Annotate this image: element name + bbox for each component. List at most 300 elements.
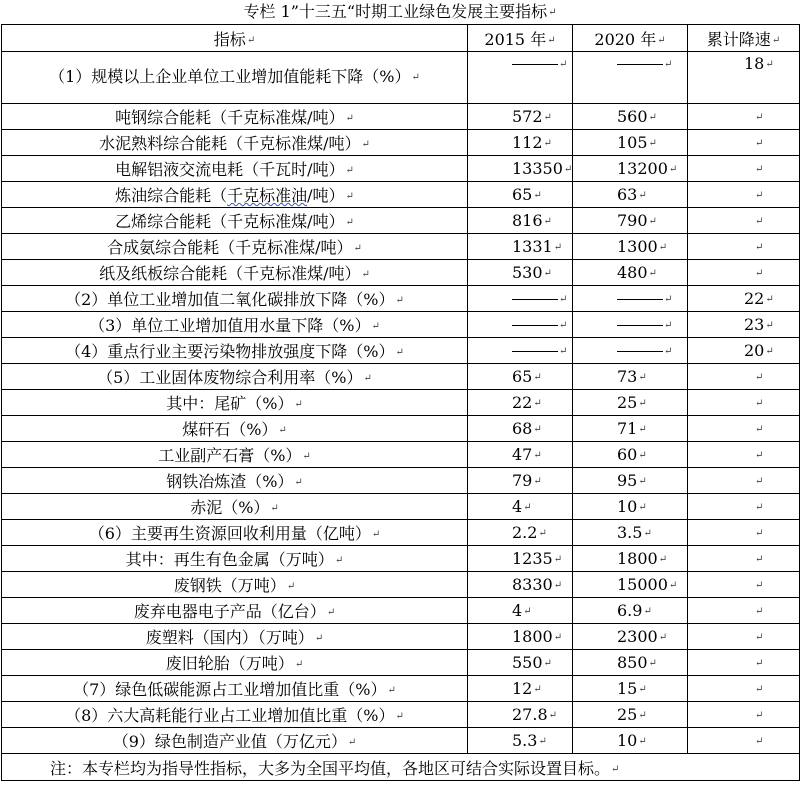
- table-row: [2, 104, 800, 130]
- cell-value: 73: [617, 367, 638, 386]
- paragraph-mark-icon: ↵: [755, 372, 764, 383]
- cell-value: 13200: [617, 159, 668, 178]
- cell-value: 5.3: [512, 731, 538, 750]
- indicator-label: （5）工业固体废物综合利用率（%）: [97, 368, 363, 387]
- paragraph-mark-icon: ↵: [278, 425, 287, 436]
- paragraph-mark-icon: ↵: [533, 684, 542, 695]
- paragraph-mark-icon: ↵: [648, 216, 657, 227]
- paragraph-mark-icon: ↵: [755, 450, 764, 461]
- table-row: [2, 546, 800, 572]
- value-2015-cell: [468, 312, 573, 338]
- cell-value: 1300: [617, 237, 658, 256]
- cell-value: 1331: [512, 237, 553, 256]
- indicator-cell: [2, 130, 468, 156]
- indicator-cell: [2, 286, 468, 312]
- paragraph-mark-icon: ↵: [765, 294, 774, 305]
- value-2020-cell: [573, 286, 688, 312]
- indicator-cell: [2, 468, 468, 494]
- value-2015-cell: [468, 286, 573, 312]
- cell-value: 20: [744, 341, 765, 360]
- paragraph-mark-icon: ↵: [638, 190, 647, 201]
- paragraph-mark-icon: ↵: [755, 164, 764, 175]
- value-2015-cell: [468, 260, 573, 286]
- paragraph-mark-icon: ↵: [668, 580, 678, 591]
- value-2015-cell: [468, 234, 573, 260]
- value-2020-cell: [573, 338, 688, 364]
- paragraph-mark-icon: ↵: [543, 268, 552, 279]
- table-row: [2, 260, 800, 286]
- cumulative-cell: [688, 130, 800, 156]
- cell-value: 25: [617, 393, 638, 412]
- indicator-label: 其中：尾矿（%）: [166, 394, 294, 413]
- dash-placeholder: [512, 64, 558, 65]
- cell-value: 60: [617, 445, 638, 464]
- paragraph-mark-icon: ↵: [553, 580, 563, 591]
- paragraph-mark-icon: ↵: [543, 112, 552, 123]
- cell-value: 13350: [512, 159, 563, 178]
- value-2015-cell: [468, 156, 573, 182]
- paragraph-mark-icon: ↵: [765, 59, 774, 70]
- cell-value: 790: [617, 211, 648, 230]
- value-2020-cell: [573, 702, 688, 728]
- paragraph-mark-icon: ↵: [395, 295, 404, 306]
- table-row: [2, 208, 800, 234]
- indicator-cell: [2, 390, 468, 416]
- indicator-cell: [2, 702, 468, 728]
- paragraph-mark-icon: ↵: [559, 59, 568, 70]
- cumulative-cell: [688, 468, 800, 494]
- cumulative-cell: [688, 728, 800, 754]
- value-2015-cell: [468, 208, 573, 234]
- dash-placeholder: [512, 351, 558, 352]
- cumulative-cell: [688, 442, 800, 468]
- paragraph-mark-icon: ↵: [395, 347, 404, 358]
- header-2020: 2020 年↵: [573, 25, 688, 52]
- value-2020-cell: [573, 156, 688, 182]
- cumulative-cell: [688, 338, 800, 364]
- indicator-cell: [2, 52, 468, 104]
- value-2015-cell: [468, 104, 573, 130]
- cell-value: 4: [512, 497, 523, 516]
- indicator-label: 废塑料（国内）（万吨）: [145, 628, 314, 647]
- paragraph-mark-icon: ↵: [648, 658, 657, 669]
- paragraph-mark-icon: ↵: [538, 736, 547, 747]
- cell-value: 10: [617, 497, 638, 516]
- paragraph-mark-icon: ↵: [353, 243, 362, 254]
- indicator-label: （9）绿色制造产业值（万亿元）: [112, 732, 347, 751]
- paragraph-mark-icon: ↵: [755, 424, 764, 435]
- value-2020-cell: [573, 546, 688, 572]
- indicator-label: 废弃电器电子产品（亿台）: [133, 602, 326, 621]
- paragraph-mark-icon: ↵: [371, 321, 380, 332]
- header-cumulative: 累计降速↵: [688, 25, 800, 52]
- paragraph-mark-icon: ↵: [755, 502, 764, 513]
- paragraph-mark-icon: ↵: [664, 346, 673, 357]
- paragraph-mark-icon: ↵: [755, 112, 764, 123]
- note-row: [2, 754, 800, 781]
- table-row: [2, 130, 800, 156]
- paragraph-mark-icon: ↵: [648, 268, 657, 279]
- cell-value: 4: [512, 601, 523, 620]
- cumulative-cell: [688, 208, 800, 234]
- paragraph-mark-icon: ↵: [270, 503, 279, 514]
- paragraph-mark-icon: ↵: [345, 191, 354, 202]
- cell-value: 1800: [617, 549, 658, 568]
- value-2015-cell: [468, 702, 573, 728]
- paragraph-mark-icon: ↵: [543, 138, 552, 149]
- table-row: [2, 312, 800, 338]
- cumulative-cell: [688, 624, 800, 650]
- indicator-cell: [2, 260, 468, 286]
- cell-value: 63: [617, 185, 638, 204]
- cumulative-cell: [688, 572, 800, 598]
- value-2020-cell: [573, 676, 688, 702]
- cumulative-cell: [688, 416, 800, 442]
- paragraph-mark-icon: ↵: [664, 320, 673, 331]
- paragraph-mark-icon: ↵: [755, 632, 764, 643]
- indicator-cell: [2, 624, 468, 650]
- cell-value: 27.8: [512, 705, 548, 724]
- table-row: [2, 182, 800, 208]
- table-row: [2, 286, 800, 312]
- value-2020-cell: [573, 416, 688, 442]
- paragraph-mark-icon: ↵: [361, 139, 370, 150]
- indicator-cell: [2, 156, 468, 182]
- value-2020-cell: [573, 208, 688, 234]
- paragraph-mark-icon: ↵: [755, 216, 764, 227]
- paragraph-mark-icon: ↵: [664, 294, 673, 305]
- value-2020-cell: [573, 650, 688, 676]
- header-indicator: 指标↵: [2, 25, 468, 52]
- cumulative-cell: [688, 390, 800, 416]
- cell-value: 12: [512, 679, 533, 698]
- cell-value: 6.9: [617, 601, 643, 620]
- value-2020-cell: [573, 442, 688, 468]
- paragraph-mark-icon: ↵: [246, 34, 256, 46]
- cumulative-cell: [688, 676, 800, 702]
- cell-value: 22: [512, 393, 533, 412]
- value-2015-cell: [468, 598, 573, 624]
- indicator-cell: [2, 442, 468, 468]
- cell-value: 2300: [617, 627, 658, 646]
- paragraph-mark-icon: ↵: [345, 113, 354, 124]
- table-row: [2, 624, 800, 650]
- value-2015-cell: [468, 572, 573, 598]
- cell-value: 68: [512, 419, 533, 438]
- paragraph-mark-icon: ↵: [755, 476, 764, 487]
- paragraph-mark-icon: ↵: [533, 450, 542, 461]
- indicator-cell: [2, 650, 468, 676]
- paragraph-mark-icon: ↵: [559, 320, 568, 331]
- paragraph-mark-icon: ↵: [755, 554, 764, 565]
- cumulative-cell: [688, 286, 800, 312]
- cumulative-cell: [688, 104, 800, 130]
- indicator-cell: [2, 364, 468, 390]
- value-2020-cell: [573, 260, 688, 286]
- cumulative-cell: [688, 546, 800, 572]
- indicator-cell: [2, 312, 468, 338]
- paragraph-mark-icon: ↵: [547, 34, 556, 46]
- cell-value: 18: [744, 54, 765, 73]
- value-2020-cell: [573, 234, 688, 260]
- paragraph-mark-icon: ↵: [664, 59, 673, 70]
- paragraph-mark-icon: ↵: [559, 294, 568, 305]
- value-2015-cell: [468, 364, 573, 390]
- cumulative-cell: [688, 234, 800, 260]
- paragraph-mark-icon: ↵: [668, 164, 678, 175]
- dash-placeholder: [617, 299, 663, 300]
- paragraph-mark-icon: ↵: [755, 606, 764, 617]
- value-2015-cell: [468, 546, 573, 572]
- paragraph-mark-icon: ↵: [371, 529, 381, 540]
- paragraph-mark-icon: ↵: [638, 450, 647, 461]
- paragraph-mark-icon: ↵: [638, 684, 647, 695]
- indicator-cell: [2, 234, 468, 260]
- value-2020-cell: [573, 182, 688, 208]
- paragraph-mark-icon: ↵: [553, 632, 563, 643]
- cumulative-cell: [688, 520, 800, 546]
- cumulative-cell: [688, 702, 800, 728]
- paragraph-mark-icon: ↵: [755, 528, 764, 539]
- paragraph-mark-icon: ↵: [755, 138, 764, 149]
- indicator-label: 乙烯综合能耗（千克标准煤/吨）: [115, 212, 345, 231]
- value-2020-cell: [573, 104, 688, 130]
- cell-value: 3.5: [617, 523, 643, 542]
- paragraph-mark-icon: ↵: [326, 607, 336, 618]
- paragraph-mark-icon: ↵: [334, 555, 344, 566]
- cell-value: 65: [512, 367, 533, 386]
- value-2020-cell: [573, 572, 688, 598]
- paragraph-mark-icon: ↵: [643, 528, 652, 539]
- table-row: [2, 494, 800, 520]
- table-row: [2, 234, 800, 260]
- cell-value: 65: [512, 185, 533, 204]
- paragraph-mark-icon: ↵: [611, 763, 620, 775]
- cell-value: 47: [512, 445, 533, 464]
- cell-value: 480: [617, 263, 648, 282]
- value-2020-cell: [573, 468, 688, 494]
- paragraph-mark-icon: ↵: [553, 242, 563, 253]
- paragraph-mark-icon: ↵: [387, 685, 396, 696]
- value-2020-cell: [573, 390, 688, 416]
- value-2015-cell: [468, 52, 573, 104]
- paragraph-mark-icon: ↵: [361, 269, 370, 280]
- indicator-label: （8）六大高耗能行业占工业增加值比重（%）: [65, 706, 395, 725]
- cell-value: 95: [617, 471, 638, 490]
- indicator-label: （6）主要再生资源回收利用量（亿吨）: [88, 524, 371, 543]
- paragraph-mark-icon: ↵: [286, 581, 296, 592]
- indicator-cell: [2, 208, 468, 234]
- indicator-label: 合成氨综合能耗（千克标准煤/吨）: [107, 238, 353, 257]
- paragraph-mark-icon: ↵: [523, 502, 532, 513]
- value-2015-cell: [468, 442, 573, 468]
- paragraph-mark-icon: ↵: [543, 216, 552, 227]
- indicator-label: （4）重点行业主要污染物排放强度下降（%）: [65, 342, 395, 361]
- paragraph-mark-icon: ↵: [294, 477, 303, 488]
- indicator-cell: [2, 182, 468, 208]
- table-row: [2, 468, 800, 494]
- paragraph-mark-icon: ↵: [302, 451, 311, 462]
- cell-value: 1235: [512, 549, 553, 568]
- cell-value: 22: [744, 289, 765, 308]
- table-row: [2, 442, 800, 468]
- paragraph-mark-icon: ↵: [658, 242, 668, 253]
- cell-value: 550: [512, 653, 543, 672]
- table-row: [2, 728, 800, 754]
- indicator-label: 废旧轮胎（万吨）: [165, 654, 294, 673]
- value-2015-cell: [468, 416, 573, 442]
- cell-value: 530: [512, 263, 543, 282]
- indicator-cell: [2, 520, 468, 546]
- paragraph-mark-icon: ↵: [395, 711, 404, 722]
- table-row: [2, 364, 800, 390]
- paragraph-mark-icon: ↵: [638, 372, 647, 383]
- value-2020-cell: [573, 598, 688, 624]
- paragraph-mark-icon: ↵: [638, 424, 647, 435]
- paragraph-mark-icon: ↵: [658, 632, 668, 643]
- value-2015-cell: [468, 468, 573, 494]
- note-cell: 注：本专栏均为指导性指标，大多为全国平均值，各地区可结合实际设置目标。↵: [2, 754, 800, 781]
- value-2015-cell: [468, 182, 573, 208]
- indicator-cell: [2, 104, 468, 130]
- dash-placeholder: [512, 299, 558, 300]
- cell-value: 2.2: [512, 523, 538, 542]
- dash-placeholder: [617, 325, 663, 326]
- cell-value: 816: [512, 211, 543, 230]
- table-body: [2, 52, 800, 754]
- value-2020-cell: [573, 312, 688, 338]
- table-row: [2, 650, 800, 676]
- table-row: [2, 520, 800, 546]
- indicator-label: 钢铁冶炼渣（%）: [166, 472, 294, 491]
- paragraph-mark-icon: ↵: [347, 737, 357, 748]
- indicator-label: （1）规模以上企业单位工业增加值能耗下降（%）: [49, 67, 411, 87]
- indicator-label: 水泥熟料综合能耗（千克标准煤/吨）: [99, 134, 361, 153]
- indicator-label: 废钢铁（万吨）: [173, 576, 286, 595]
- cell-value: 560: [617, 107, 648, 126]
- dash-placeholder: [617, 64, 663, 65]
- value-2015-cell: [468, 624, 573, 650]
- value-2015-cell: [468, 130, 573, 156]
- cumulative-cell: [688, 182, 800, 208]
- table-row: [2, 572, 800, 598]
- paragraph-mark-icon: ↵: [648, 112, 657, 123]
- header-row: [2, 25, 800, 52]
- value-2015-cell: [468, 520, 573, 546]
- indicator-label: （7）绿色低碳能源占工业增加值比重（%）: [73, 680, 387, 699]
- paragraph-mark-icon: ↵: [765, 346, 774, 357]
- indicator-label: 吨钢综合能耗（千克标准煤/吨）: [115, 108, 345, 127]
- paragraph-mark-icon: ↵: [314, 633, 324, 644]
- paragraph-mark-icon: ↵: [559, 346, 568, 357]
- indicator-cell: [2, 494, 468, 520]
- cumulative-cell: [688, 598, 800, 624]
- table-row: [2, 676, 800, 702]
- paragraph-mark-icon: ↵: [533, 398, 542, 409]
- cumulative-cell: [688, 312, 800, 338]
- cell-value: 25: [617, 705, 638, 724]
- indicator-cell: [2, 416, 468, 442]
- paragraph-mark-icon: ↵: [543, 658, 552, 669]
- table-row: [2, 702, 800, 728]
- value-2020-cell: [573, 728, 688, 754]
- paragraph-mark-icon: ↵: [755, 658, 764, 669]
- paragraph-mark-icon: ↵: [755, 710, 764, 721]
- paragraph-mark-icon: ↵: [533, 190, 542, 201]
- dash-placeholder: [617, 351, 663, 352]
- indicator-label: 其中：再生有色金属（万吨）: [125, 550, 334, 569]
- paragraph-mark-icon: ↵: [523, 606, 532, 617]
- value-2020-cell: [573, 624, 688, 650]
- table-row: [2, 416, 800, 442]
- value-2020-cell: [573, 130, 688, 156]
- paragraph-mark-icon: ↵: [755, 580, 764, 591]
- value-2015-cell: [468, 494, 573, 520]
- indicator-label: （3）单位工业增加值用水量下降（%）: [89, 316, 371, 335]
- paragraph-mark-icon: ↵: [638, 736, 647, 747]
- indicator-label: 电解铝液交流电耗（千瓦时/吨）: [115, 160, 345, 179]
- paragraph-mark-icon: ↵: [548, 710, 558, 721]
- paragraph-mark-icon: ↵: [538, 528, 547, 539]
- value-2015-cell: [468, 338, 573, 364]
- indicator-label: 煤矸石（%）: [182, 420, 278, 439]
- cumulative-cell: [688, 260, 800, 286]
- paragraph-mark-icon: ↵: [657, 34, 666, 46]
- table-title: 专栏 1”十三五“时期工业绿色发展主要指标↵: [243, 2, 557, 21]
- indicator-cell: [2, 546, 468, 572]
- paragraph-mark-icon: ↵: [638, 710, 647, 721]
- table-row: [2, 52, 800, 104]
- value-2015-cell: [468, 390, 573, 416]
- paragraph-mark-icon: ↵: [363, 373, 372, 384]
- value-2020-cell: [573, 364, 688, 390]
- value-2015-cell: [468, 728, 573, 754]
- paragraph-mark-icon: ↵: [294, 659, 304, 670]
- paragraph-mark-icon: ↵: [658, 554, 668, 565]
- paragraph-mark-icon: ↵: [771, 34, 781, 46]
- paragraph-mark-icon: ↵: [643, 606, 652, 617]
- cell-value: 850: [617, 653, 648, 672]
- paragraph-mark-icon: ↵: [533, 476, 542, 487]
- paragraph-mark-icon: ↵: [638, 502, 647, 513]
- paragraph-mark-icon: ↵: [345, 217, 354, 228]
- paragraph-mark-icon: ↵: [533, 372, 542, 383]
- indicator-cell: [2, 338, 468, 364]
- indicator-cell: [2, 676, 468, 702]
- indicator-label: 工业副产石膏（%）: [158, 446, 302, 465]
- indicator-cell: [2, 572, 468, 598]
- cell-value: 79: [512, 471, 533, 490]
- cumulative-cell: [688, 364, 800, 390]
- paragraph-mark-icon: ↵: [755, 398, 764, 409]
- cell-value: 112: [512, 133, 543, 152]
- paragraph-mark-icon: ↵: [755, 268, 764, 279]
- paragraph-mark-icon: ↵: [638, 398, 647, 409]
- paragraph-mark-icon: ↵: [648, 138, 657, 149]
- cell-value: 23: [744, 315, 765, 334]
- cell-value: 8330: [512, 575, 553, 594]
- cell-value: 15000: [617, 575, 668, 594]
- table-row: [2, 338, 800, 364]
- cell-value: 71: [617, 419, 638, 438]
- paragraph-mark-icon: ↵: [345, 165, 354, 176]
- paragraph-mark-icon: ↵: [755, 684, 764, 695]
- paragraph-mark-icon: ↵: [548, 6, 557, 18]
- cell-value: 1800: [512, 627, 553, 646]
- indicator-cell: [2, 598, 468, 624]
- cell-value: 105: [617, 133, 648, 152]
- value-2020-cell: [573, 52, 688, 104]
